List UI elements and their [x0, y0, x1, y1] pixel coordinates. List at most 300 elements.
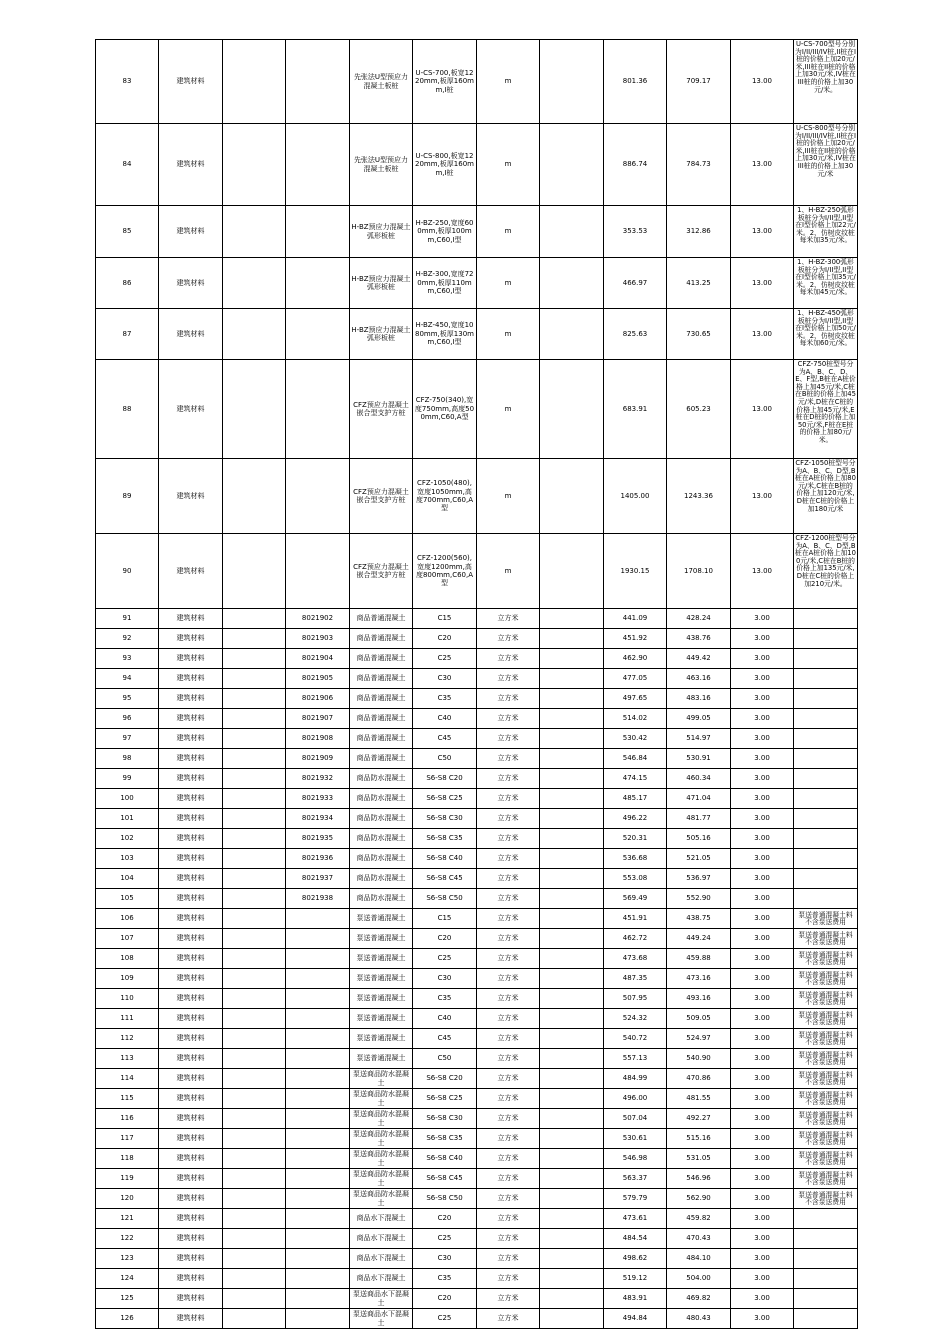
material-name: 商品水下混凝土 [350, 1229, 413, 1249]
price-with-tax: 496.22 [604, 809, 667, 829]
remark: CFZ-750桩型号分为A、B、C、D、E、F型,B桩在A桩价格上加45元/米,C桩在B桩的价格上加45元/米,D桩在C桩的价格上加45元/米,E桩在D桩的价格上加50元/米,F桩在E桩的价格上加80元/米。 [794, 360, 858, 459]
table-row [96, 929, 858, 949]
price-without-tax: 449.42 [667, 649, 731, 669]
row-number: 110 [96, 989, 159, 1009]
tax-rate: 3.00 [731, 909, 794, 929]
column-8 [540, 1089, 604, 1109]
unit: 立方米 [477, 769, 540, 789]
remark [794, 749, 858, 769]
column-8 [540, 889, 604, 909]
price-with-tax: 451.92 [604, 629, 667, 649]
table-row [96, 889, 858, 909]
column-3 [223, 1309, 286, 1329]
specification: C45 [413, 1029, 477, 1049]
remark: 泵送普通混凝土料不含泵送费用 [794, 1149, 858, 1169]
table-row [96, 1049, 858, 1069]
tax-rate: 3.00 [731, 1289, 794, 1309]
remark: 泵送普通混凝土料不含泵送费用 [794, 1129, 858, 1149]
unit: 立方米 [477, 989, 540, 1009]
unit: 立方米 [477, 1209, 540, 1229]
price-without-tax: 530.91 [667, 749, 731, 769]
material-name: 泵送商品防水混凝土 [350, 1189, 413, 1209]
material-code [286, 258, 350, 309]
price-without-tax: 515.16 [667, 1129, 731, 1149]
material-name: 商品普通混凝土 [350, 649, 413, 669]
specification: C35 [413, 1269, 477, 1289]
price-with-tax: 462.90 [604, 649, 667, 669]
remark [794, 1249, 858, 1269]
price-with-tax: 886.74 [604, 124, 667, 206]
material-name: 商品普通混凝土 [350, 729, 413, 749]
column-3 [223, 689, 286, 709]
category: 建筑材料 [159, 789, 223, 809]
category: 建筑材料 [159, 729, 223, 749]
material-name: 商品防水混凝土 [350, 829, 413, 849]
price-with-tax: 474.15 [604, 769, 667, 789]
table-row [96, 360, 858, 459]
material-code [286, 1049, 350, 1069]
category: 建筑材料 [159, 1169, 223, 1189]
row-number: 102 [96, 829, 159, 849]
column-3 [223, 829, 286, 849]
price-with-tax: 553.08 [604, 869, 667, 889]
remark [794, 689, 858, 709]
price-with-tax: 496.00 [604, 1089, 667, 1109]
unit: 立方米 [477, 1089, 540, 1109]
remark: 泵送普通混凝土料不含泵送费用 [794, 1049, 858, 1069]
table-row [96, 1289, 858, 1309]
category: 建筑材料 [159, 989, 223, 1009]
price-without-tax: 413.25 [667, 258, 731, 309]
specification: C25 [413, 649, 477, 669]
specification: C35 [413, 689, 477, 709]
column-8 [540, 1229, 604, 1249]
price-without-tax: 481.77 [667, 809, 731, 829]
remark: CFZ-1050桩型号分为A、B、C、D型,B桩在A桩价格上加80元/米,C桩在B桩的价格上加120元/米,D桩在C桩的价格上加180元/米 [794, 459, 858, 534]
material-code [286, 534, 350, 609]
column-3 [223, 1189, 286, 1209]
price-without-tax: 449.24 [667, 929, 731, 949]
specification: U-CS-800,板宽1220mm,板厚160mm,I桩 [413, 124, 477, 206]
table-row [96, 909, 858, 929]
unit: 立方米 [477, 1029, 540, 1049]
material-code: 8021903 [286, 629, 350, 649]
category: 建筑材料 [159, 1029, 223, 1049]
tax-rate: 3.00 [731, 1229, 794, 1249]
table-row [96, 1109, 858, 1129]
tax-rate: 13.00 [731, 40, 794, 124]
column-8 [540, 1249, 604, 1269]
material-code [286, 1069, 350, 1089]
table-row [96, 1149, 858, 1169]
row-number: 105 [96, 889, 159, 909]
price-with-tax: 483.91 [604, 1289, 667, 1309]
price-without-tax: 481.55 [667, 1089, 731, 1109]
unit: 立方米 [477, 1049, 540, 1069]
category: 建筑材料 [159, 869, 223, 889]
material-name: 商品普通混凝土 [350, 749, 413, 769]
unit: 立方米 [477, 789, 540, 809]
column-3 [223, 929, 286, 949]
row-number: 85 [96, 206, 159, 258]
table-row [96, 649, 858, 669]
material-name: 泵送普通混凝土 [350, 949, 413, 969]
column-3 [223, 459, 286, 534]
unit: m [477, 258, 540, 309]
remark: 泵送普通混凝土料不含泵送费用 [794, 1029, 858, 1049]
remark [794, 1269, 858, 1289]
column-8 [540, 1069, 604, 1089]
tax-rate: 3.00 [731, 929, 794, 949]
category: 建筑材料 [159, 206, 223, 258]
price-without-tax: 514.97 [667, 729, 731, 749]
specification: S6-S8 C30 [413, 809, 477, 829]
tax-rate: 3.00 [731, 829, 794, 849]
material-code: 8021934 [286, 809, 350, 829]
material-name: H-BZ预应力混凝土弧形板桩 [350, 309, 413, 360]
column-3 [223, 609, 286, 629]
column-3 [223, 309, 286, 360]
tax-rate: 3.00 [731, 609, 794, 629]
unit: 立方米 [477, 889, 540, 909]
column-3 [223, 709, 286, 729]
category: 建筑材料 [159, 949, 223, 969]
price-sheet [95, 39, 858, 1329]
specification: C50 [413, 1049, 477, 1069]
tax-rate: 3.00 [731, 1209, 794, 1229]
unit: 立方米 [477, 1009, 540, 1029]
specification: C15 [413, 609, 477, 629]
category: 建筑材料 [159, 1089, 223, 1109]
material-code [286, 909, 350, 929]
row-number: 109 [96, 969, 159, 989]
table-row [96, 1129, 858, 1149]
material-code [286, 1249, 350, 1269]
specification: C25 [413, 1309, 477, 1329]
column-8 [540, 669, 604, 689]
remark [794, 789, 858, 809]
material-name: 泵送商品防水混凝土 [350, 1089, 413, 1109]
material-code [286, 1149, 350, 1169]
material-code [286, 949, 350, 969]
row-number: 116 [96, 1109, 159, 1129]
price-with-tax: 557.13 [604, 1049, 667, 1069]
material-name: 商品防水混凝土 [350, 869, 413, 889]
material-name: 商品水下混凝土 [350, 1249, 413, 1269]
table-row [96, 1249, 858, 1269]
category: 建筑材料 [159, 829, 223, 849]
remark [794, 829, 858, 849]
category: 建筑材料 [159, 909, 223, 929]
table-row [96, 729, 858, 749]
column-8 [540, 1029, 604, 1049]
column-8 [540, 729, 604, 749]
material-code [286, 1129, 350, 1149]
category: 建筑材料 [159, 1289, 223, 1309]
material-code [286, 1289, 350, 1309]
tax-rate: 13.00 [731, 124, 794, 206]
column-3 [223, 789, 286, 809]
row-number: 118 [96, 1149, 159, 1169]
remark [794, 1309, 858, 1329]
column-8 [540, 949, 604, 969]
category: 建筑材料 [159, 309, 223, 360]
unit: 立方米 [477, 1249, 540, 1269]
unit: 立方米 [477, 1269, 540, 1289]
price-with-tax: 563.37 [604, 1169, 667, 1189]
price-with-tax: 477.05 [604, 669, 667, 689]
material-name: 商品普通混凝土 [350, 609, 413, 629]
row-number: 101 [96, 809, 159, 829]
specification: C30 [413, 969, 477, 989]
material-name: 泵送普通混凝土 [350, 1029, 413, 1049]
price-with-tax: 507.95 [604, 989, 667, 1009]
material-code: 8021902 [286, 609, 350, 629]
material-name: 先张法U型预应力混凝土板桩 [350, 124, 413, 206]
price-with-tax: 494.84 [604, 1309, 667, 1329]
unit: 立方米 [477, 609, 540, 629]
remark: 泵送普通混凝土料不含泵送费用 [794, 1069, 858, 1089]
column-8 [540, 689, 604, 709]
price-without-tax: 524.97 [667, 1029, 731, 1049]
remark: U-CS-700型号分别为I/II/III/IV桩,II桩在I桩的价格上加20元/米,III桩在II桩的价格上加30元/米,IV桩在III桩的价格上加30元/米。 [794, 40, 858, 124]
row-number: 103 [96, 849, 159, 869]
tax-rate: 3.00 [731, 1109, 794, 1129]
column-8 [540, 769, 604, 789]
price-without-tax: 1243.36 [667, 459, 731, 534]
column-3 [223, 969, 286, 989]
column-8 [540, 1149, 604, 1169]
column-3 [223, 869, 286, 889]
price-with-tax: 530.42 [604, 729, 667, 749]
category: 建筑材料 [159, 1189, 223, 1209]
table-row [96, 124, 858, 206]
price-with-tax: 801.36 [604, 40, 667, 124]
material-name: 商品水下混凝土 [350, 1209, 413, 1229]
tax-rate: 3.00 [731, 1309, 794, 1329]
column-8 [540, 1109, 604, 1129]
column-3 [223, 124, 286, 206]
specification: C40 [413, 709, 477, 729]
row-number: 97 [96, 729, 159, 749]
price-without-tax: 536.97 [667, 869, 731, 889]
column-8 [540, 309, 604, 360]
specification: CFZ-1200(560),宽度1200mm,高度800mm,C60,A型 [413, 534, 477, 609]
remark: 泵送普通混凝土料不含泵送费用 [794, 1089, 858, 1109]
table-row [96, 1309, 858, 1329]
column-3 [223, 534, 286, 609]
category: 建筑材料 [159, 969, 223, 989]
table-row [96, 869, 858, 889]
price-with-tax: 473.68 [604, 949, 667, 969]
price-with-tax: 497.65 [604, 689, 667, 709]
column-3 [223, 729, 286, 749]
material-code [286, 989, 350, 1009]
row-number: 94 [96, 669, 159, 689]
category: 建筑材料 [159, 1209, 223, 1229]
table-row [96, 849, 858, 869]
material-name: 商品普通混凝土 [350, 689, 413, 709]
category: 建筑材料 [159, 929, 223, 949]
remark: 泵送普通混凝土料不含泵送费用 [794, 1009, 858, 1029]
table-row [96, 789, 858, 809]
table-row [96, 709, 858, 729]
specification: C35 [413, 989, 477, 1009]
material-code: 8021932 [286, 769, 350, 789]
material-code [286, 969, 350, 989]
specification: CFZ-1050(480),宽度1050mm,高度700mm,C60,A型 [413, 459, 477, 534]
material-name: 商品水下混凝土 [350, 1269, 413, 1289]
remark [794, 889, 858, 909]
price-without-tax: 504.00 [667, 1269, 731, 1289]
material-code: 8021909 [286, 749, 350, 769]
tax-rate: 3.00 [731, 729, 794, 749]
tax-rate: 13.00 [731, 258, 794, 309]
material-name: 商品普通混凝土 [350, 709, 413, 729]
material-name: 泵送商品防水混凝土 [350, 1149, 413, 1169]
price-without-tax: 480.43 [667, 1309, 731, 1329]
price-with-tax: 466.97 [604, 258, 667, 309]
table-row [96, 689, 858, 709]
specification: C45 [413, 729, 477, 749]
remark [794, 729, 858, 749]
category: 建筑材料 [159, 258, 223, 309]
category: 建筑材料 [159, 669, 223, 689]
material-name: 泵送商品水下混凝土 [350, 1309, 413, 1329]
table-row [96, 1089, 858, 1109]
material-name: 泵送商品防水混凝土 [350, 1129, 413, 1149]
category: 建筑材料 [159, 629, 223, 649]
material-name: 商品防水混凝土 [350, 809, 413, 829]
column-3 [223, 1269, 286, 1289]
material-code [286, 1229, 350, 1249]
table-row [96, 1169, 858, 1189]
material-name: CFZ预应力混凝土嵌合型支护方桩 [350, 534, 413, 609]
price-without-tax: 463.16 [667, 669, 731, 689]
table-row [96, 749, 858, 769]
specification: C20 [413, 929, 477, 949]
material-code [286, 206, 350, 258]
price-with-tax: 485.17 [604, 789, 667, 809]
column-3 [223, 949, 286, 969]
material-code [286, 459, 350, 534]
remark [794, 869, 858, 889]
specification: C15 [413, 909, 477, 929]
price-with-tax: 462.72 [604, 929, 667, 949]
table-row [96, 534, 858, 609]
material-code: 8021907 [286, 709, 350, 729]
category: 建筑材料 [159, 769, 223, 789]
tax-rate: 13.00 [731, 534, 794, 609]
row-number: 121 [96, 1209, 159, 1229]
table-row [96, 258, 858, 309]
specification: S6-S8 C25 [413, 789, 477, 809]
unit: 立方米 [477, 1229, 540, 1249]
remark [794, 609, 858, 629]
category: 建筑材料 [159, 459, 223, 534]
category: 建筑材料 [159, 40, 223, 124]
price-without-tax: 471.04 [667, 789, 731, 809]
price-with-tax: 1930.15 [604, 534, 667, 609]
tax-rate: 3.00 [731, 1269, 794, 1289]
table-row [96, 949, 858, 969]
specification: H-BZ-250,宽度600mm,板厚100mm,C60,I型 [413, 206, 477, 258]
unit: 立方米 [477, 1069, 540, 1089]
remark [794, 1289, 858, 1309]
column-8 [540, 909, 604, 929]
tax-rate: 3.00 [731, 789, 794, 809]
price-without-tax: 709.17 [667, 40, 731, 124]
category: 建筑材料 [159, 809, 223, 829]
column-3 [223, 629, 286, 649]
price-with-tax: 487.35 [604, 969, 667, 989]
price-without-tax: 493.16 [667, 989, 731, 1009]
table-row [96, 1209, 858, 1229]
column-8 [540, 1289, 604, 1309]
tax-rate: 3.00 [731, 1149, 794, 1169]
remark [794, 669, 858, 689]
material-code [286, 360, 350, 459]
material-code [286, 1209, 350, 1229]
category: 建筑材料 [159, 124, 223, 206]
material-name: CFZ预应力混凝土嵌合型支护方桩 [350, 459, 413, 534]
price-without-tax: 470.43 [667, 1229, 731, 1249]
specification: C20 [413, 1209, 477, 1229]
category: 建筑材料 [159, 1129, 223, 1149]
column-8 [540, 459, 604, 534]
column-8 [540, 749, 604, 769]
specification: S6-S8 C50 [413, 889, 477, 909]
specification: S6-S8 C45 [413, 869, 477, 889]
unit: m [477, 40, 540, 124]
specification: C25 [413, 1229, 477, 1249]
material-name: 泵送普通混凝土 [350, 989, 413, 1009]
material-code [286, 1189, 350, 1209]
table-row [96, 669, 858, 689]
specification: S6-S8 C40 [413, 849, 477, 869]
material-name: CFZ预应力混凝土嵌合型支护方桩 [350, 360, 413, 459]
material-code [286, 1029, 350, 1049]
row-number: 84 [96, 124, 159, 206]
row-number: 120 [96, 1189, 159, 1209]
category: 建筑材料 [159, 1309, 223, 1329]
row-number: 117 [96, 1129, 159, 1149]
specification: S6-S8 C30 [413, 1109, 477, 1129]
material-code: 8021904 [286, 649, 350, 669]
column-8 [540, 1009, 604, 1029]
column-8 [540, 789, 604, 809]
unit: 立方米 [477, 949, 540, 969]
price-with-tax: 536.68 [604, 849, 667, 869]
price-with-tax: 473.61 [604, 1209, 667, 1229]
material-code [286, 40, 350, 124]
price-without-tax: 540.90 [667, 1049, 731, 1069]
tax-rate: 3.00 [731, 629, 794, 649]
remark: 泵送普通混凝土料不含泵送费用 [794, 1169, 858, 1189]
material-name: 泵送普通混凝土 [350, 909, 413, 929]
column-8 [540, 709, 604, 729]
unit: 立方米 [477, 829, 540, 849]
price-with-tax: 353.53 [604, 206, 667, 258]
unit: 立方米 [477, 1109, 540, 1129]
column-8 [540, 124, 604, 206]
table-row [96, 309, 858, 360]
price-with-tax: 441.09 [604, 609, 667, 629]
unit: m [477, 309, 540, 360]
specification: S6-S8 C40 [413, 1149, 477, 1169]
unit: 立方米 [477, 929, 540, 949]
specification: S6-S8 C20 [413, 1069, 477, 1089]
